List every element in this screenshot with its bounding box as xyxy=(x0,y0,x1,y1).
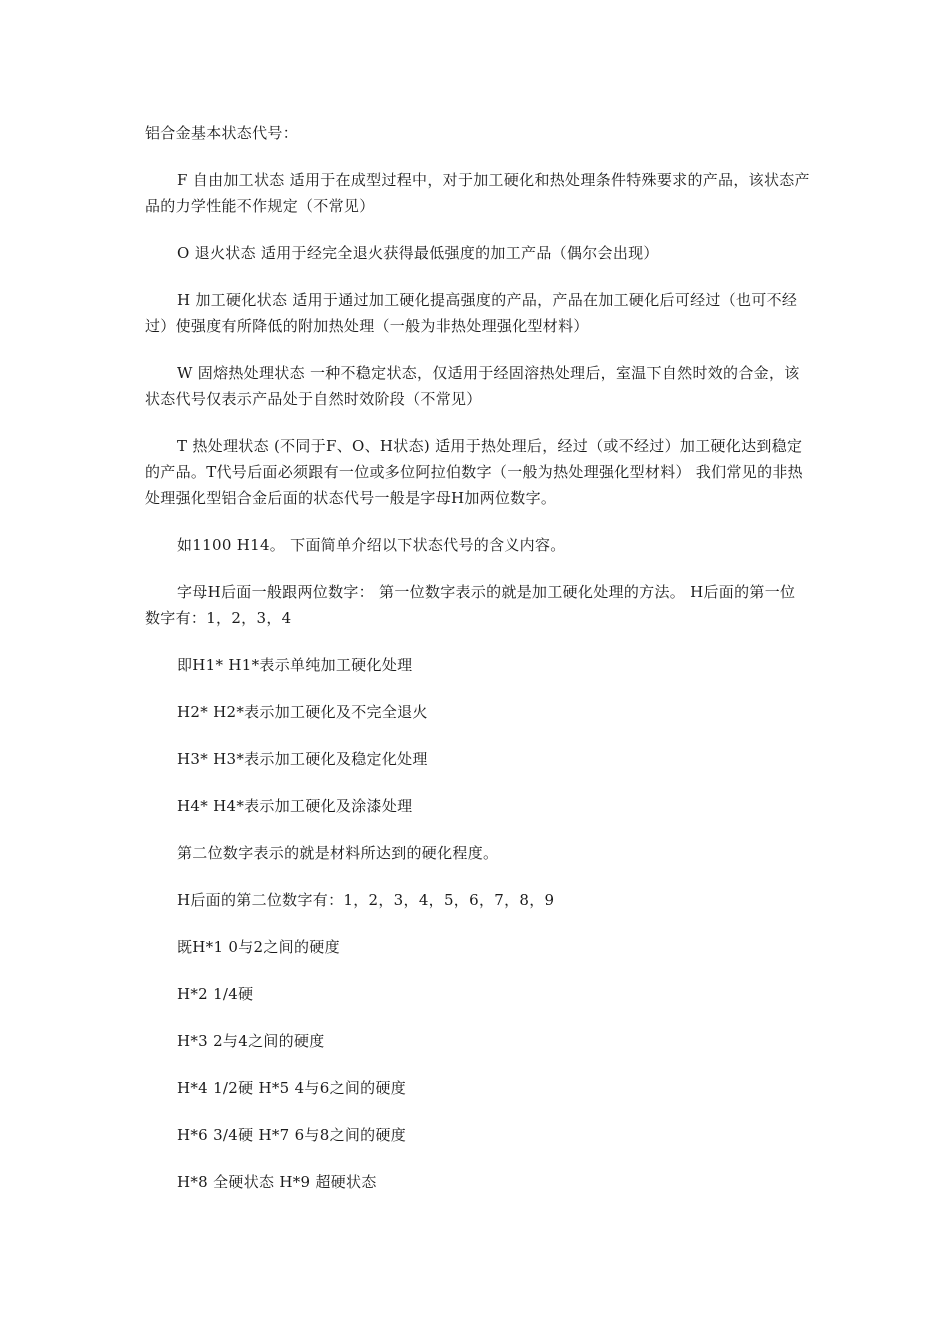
paragraph-hx3: H*3 2与4之间的硬度 xyxy=(177,1032,325,1050)
paragraph-hx6-hx7: H*6 3/4硬 H*7 6与8之间的硬度 xyxy=(177,1126,407,1144)
paragraph-h3: H3* H3*表示加工硬化及稳定化处理 xyxy=(177,750,428,768)
paragraph-h1: 即H1* H1*表示单纯加工硬化处理 xyxy=(177,656,413,674)
paragraph-hx2: H*2 1/4硬 xyxy=(177,985,254,1003)
paragraph-h2: H2* H2*表示加工硬化及不完全退火 xyxy=(177,703,428,721)
document-body xyxy=(145,120,810,1216)
paragraph-temper-t: T 热处理状态 (不同于F、O、H状态) 适用于热处理后，经过（或不经过）加工硬化达到稳定的产品。T代号后面必须跟有一位或多位阿拉伯数字（一般为热处理强化型材料） 我们常见的非热处理强化型铝合金后面的状态代号一般是字母H加两位数字。 xyxy=(145,437,803,507)
document-heading: 铝合金基本状态代号： xyxy=(145,124,299,142)
paragraph-second-digit-values: H后面的第二位数字有：1，2，3，4，5，6，7，8，9 xyxy=(177,891,555,909)
paragraph-h-first-digit: 字母H后面一般跟两位数字： 第一位数字表示的就是加工硬化处理的方法。 H后面的第一位数字有：1，2，3，4 xyxy=(145,583,796,627)
paragraph-second-digit: 第二位数字表示的就是材料所达到的硬化程度。 xyxy=(177,844,499,862)
paragraph-temper-w: W 固熔热处理状态 一种不稳定状态，仅适用于经固溶热处理后，室温下自然时效的合金，该状态代号仅表示产品处于自然时效阶段（不常见） xyxy=(145,364,800,408)
paragraph-hx4-hx5: H*4 1/2硬 H*5 4与6之间的硬度 xyxy=(177,1079,407,1097)
paragraph-hx8-hx9: H*8 全硬状态 H*9 超硬状态 xyxy=(177,1173,377,1191)
paragraph-temper-h: H 加工硬化状态 适用于通过加工硬化提高强度的产品，产品在加工硬化后可经过（也可不经过）使强度有所降低的附加热处理（一般为非热处理强化型材料） xyxy=(145,291,798,335)
paragraph-h4: H4* H4*表示加工硬化及涂漆处理 xyxy=(177,797,413,815)
paragraph-temper-f: F 自由加工状态 适用于在成型过程中，对于加工硬化和热处理条件特殊要求的产品，该状态产品的力学性能不作规定（不常见） xyxy=(145,171,810,215)
paragraph-temper-o: O 退火状态 适用于经完全退火获得最低强度的加工产品（偶尔会出现） xyxy=(177,244,659,262)
paragraph-example: 如1100 H14。 下面简单介绍以下状态代号的含义内容。 xyxy=(177,536,566,554)
paragraph-hx1: 既H*1 0与2之间的硬度 xyxy=(177,938,340,956)
